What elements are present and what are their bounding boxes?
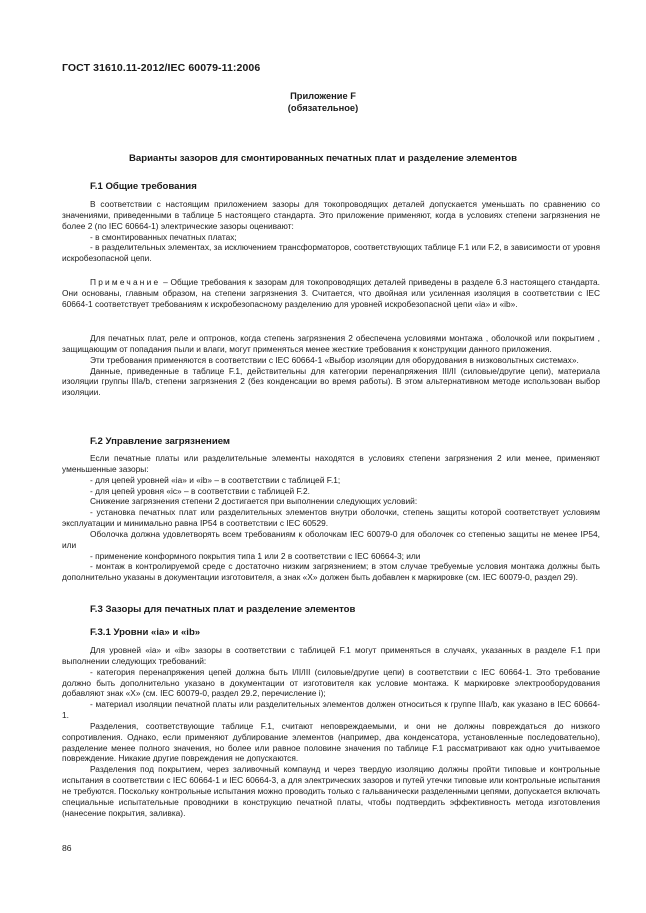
section-f1-heading: F.1 Общие требования bbox=[90, 181, 197, 192]
annex-status: (обязательное) bbox=[287, 103, 359, 113]
annex-name: Приложение F bbox=[290, 91, 356, 101]
list-item: - для цепей уровня «ic» – в соответствии с таблицей F.2. bbox=[90, 485, 310, 496]
annex-title bbox=[0, 90, 646, 114]
paragraph: Для уровней «ia» и «ib» зазоры в соответствии с таблицей F.1 могут применяться в случаях, указанных в разделе F.1 при выполнении следующих требований: bbox=[62, 645, 600, 666]
section-f1-body bbox=[62, 199, 600, 264]
section-f31-body bbox=[62, 645, 600, 819]
note-label: Примечание bbox=[90, 277, 161, 287]
paragraph: Эти требования применяются в соответствии с IEC 60664-1 «Выбор изоляции для оборудования в низковольтных системах». bbox=[90, 354, 579, 365]
section-f31-heading: F.3.1 Уровни «ia» и «ib» bbox=[90, 627, 201, 638]
paragraph: Снижение загрязнения степени 2 достигается при выполнении следующих условий: bbox=[90, 496, 418, 507]
list-item: - установка печатных плат или разделительных элементов внутри оболочки, степень защиты которой соответствует условиям эксплуатации и минимально равна IP54 в соответствии с IEC 60529. bbox=[62, 507, 600, 529]
section-f1-body-2 bbox=[62, 333, 600, 398]
paragraph: Для печатных плат, реле и оптронов, когда степень загрязнения 2 обеспечена условиями монтажа , оболочкой или покрытием , защищающим от попадания пыли и влаги, могут применяться менее жесткие требования к конструкции данного приложения. bbox=[62, 333, 600, 354]
paragraph: Данные, приведенные в таблице F.1, действительны для категории перенапряжения III/II (силовые/другие цепи), материала изоляции группы IIIa/b, степени загрязнения 2 (без конденсации во время работы). В этом альтернативном методе использован выбор изоляции. bbox=[62, 365, 600, 398]
annex-main-title: Варианты зазоров для смонтированных печатных плат и разделение элементов bbox=[128, 153, 518, 164]
section-f3-heading: F.3 Зазоры для печатных плат и разделение элементов bbox=[90, 604, 356, 615]
section-f2-body bbox=[62, 453, 600, 583]
list-item: - в разделительных элементах, за исключением трансформаторов, соответствующих таблице F.1 или F.2, в зависимости от уровня искробезопасной цепи. bbox=[62, 242, 600, 264]
list-item: - для цепей уровней «ia» и «ib» – в соответствии с таблицей F.1; bbox=[90, 474, 341, 485]
page-number: 86 bbox=[62, 843, 72, 853]
paragraph: Разделения под покрытием, через заливочный компаунд и через твердую изоляцию должны пройти типовые и контрольные испытания в соответствии с IEC 60664-1 и IEC 60664-3, а для электрических зазоров и путей утечки типовые или контрольные испытания не требуются. Поскольку контрольные испытания можно проводить только с гальванически разделенными цепями, допускается включать специальные испытательные проводники в конструкцию печатной платы, чтобы подтвердить эффективность метода изготовления (нанесение покрытия, заливка). bbox=[62, 764, 600, 818]
note-block bbox=[62, 277, 600, 310]
standard-header: ГОСТ 31610.11-2012/IEC 60079-11:2006 bbox=[62, 62, 261, 74]
list-item: - в смонтированных печатных платах; bbox=[90, 231, 237, 242]
paragraph: В соответствии с настоящим приложением зазоры для токопроводящих деталей допускается уменьшать по сравнению со значениями, приведенными в таблице 5 настоящего стандарта. Это приложение применяют, когда в условиях степени загрязнения не более 2 (по IEC 60664-1) электрические зазоры оценивают: bbox=[62, 199, 600, 231]
section-f2-heading: F.2 Управление загрязнением bbox=[90, 436, 231, 447]
list-item: - материал изоляции печатной платы или разделительных элементов должен относиться к группе IIIa/b, как указано в IEC 60664-1. bbox=[62, 699, 600, 721]
paragraph: Оболочка должна удовлетворять всем требованиям к оболочкам IEC 60079-0 для оболочек со степенью защиты не менее IP54, или bbox=[62, 528, 600, 550]
paragraph: Если печатные платы или разделительные элементы находятся в условиях степени загрязнения 2 или менее, применяют уменьшенные зазоры: bbox=[62, 453, 600, 474]
list-item: - применение конформного покрытия типа 1 или 2 в соответствии с IEC 60664-3; или bbox=[90, 550, 421, 561]
paragraph: Разделения, соответствующие таблице F.1, считают неповреждаемыми, и они не должны повреждаться до низкого сопротивления. Однако, если применяют дублирование элементов (например, два конденсатора, установленные последовательно), разделение менее полного значения, но более или равное половине значения по таблице F.1 рассматривают как одно учитываемое повреждение. Никакие другие повреждения не допускаются. bbox=[62, 720, 600, 764]
list-item: - категория перенапряжения цепей должна быть I/II/III (силовые/другие цепи) в соответствии с IEC 60664-1. Это требование должно быть дополнительно указано в документации от изготовителя как условие монтажа. К маркировке электрооборудования добавляют знак «X» (см. IEC 60079-0, раздел 29.2, перечисление i); bbox=[62, 666, 600, 699]
note-text: – Общие требования к зазорам для токопроводящих деталей приведены в разделе 6.3 настоящего стандарта. Они основаны, главным образом, на степени загрязнения 3. Считается, что двойная или усиленная изоляция в соответствии с IEC 60664-1 соответствует требованиям к искробезопасному разделению для уровней искробезопасной цепи «ia» и «ib». bbox=[62, 277, 600, 309]
list-item: - монтаж в контролируемой среде с достаточно низким загрязнением; в этом случае требуемые условия монтажа должны быть дополнительно указаны в документации изготовителя, а знак «X» должен быть добавлен к маркировке (см. IEC 60079-0, раздел 29). bbox=[62, 561, 600, 583]
note-paragraph bbox=[62, 277, 600, 310]
